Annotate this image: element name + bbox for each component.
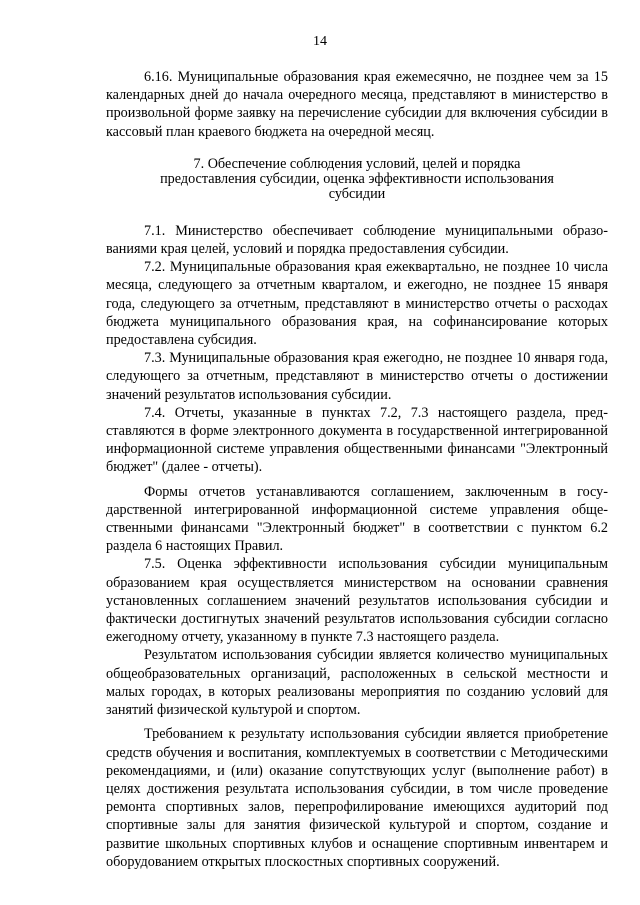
paragraph-report-forms: Формы отчетов устанавливаются соглашением, заключенным в государственной интегрированной информационной системе управления общественными финансами "Электронный бюджет" в соответствии с пунктом 6.2 раздела 6 настоящих Правил. <box>106 483 608 555</box>
paragraph-7-1: 7.1. Министерство обеспечивает соблюдение муниципальными образованиями края целей, условий и порядка предоставления субсидии. <box>106 222 608 258</box>
paragraph-requirement: Требованием к результату использования субсидии является приобретение средств обучения и воспитания, комплектуемых в соответствии с Методическими рекомендациями, и (или) оказание сопутствующих услуг (выполнение работ) в целях достижения результата использования субсидии, в том числе проведение ремонта спортивных залов, перепрофилирование имеющихся аудиторий под спортивные залы для занятия физической культурой и спортом, создание и развитие школьных спортивных клубов и оснащение спортивным инвентарем и оборудованием открытых плоскостных спортивных сооружений. <box>106 726 608 870</box>
paragraph-7-4: 7.4. Отчеты, указанные в пунктах 7.2, 7.3 настоящего раздела, представляются в форме электронного документа в государственной интегрированной информационной системе управления общественными финансами "Электронный бюджет" (далее - отчеты). <box>106 404 608 476</box>
section-heading-line: предоставления субсидии, оценка эффективности использования <box>160 170 554 187</box>
paragraph-7-2: 7.2. Муниципальные образования края ежеквартально, не позднее 10 числа месяца, следующего за отчетным кварталом, и ежегодно, не позднее 15 января года, следующего за отчетным, представляют в министерство отчеты о расходах бюджета муниципального образования края, на софинансирование которых предоставлена субсидия. <box>106 259 608 349</box>
section-heading-line: 7. Обеспечение соблюдения условий, целей и порядка <box>193 155 521 172</box>
paragraph-6-16: 6.16. Муниципальные образования края ежемесячно, не позднее чем за 15 календарных дней до начала очередного месяца, представляют в министерство в произвольной форме заявку на перечисление субсидии для включения субсидии в кассовый план краевого бюджета на очередной месяц. <box>106 69 608 140</box>
section-7-heading <box>106 157 608 202</box>
page-number: 14 <box>313 34 327 49</box>
paragraph-7-5: 7.5. Оценка эффективности использования субсидии муниципальным образованием края осуществляется министерством на основании сравнения установленных соглашением значений результатов использования субсидии и фактически достигнутых значений результатов использования субсидии согласно ежегодному отчету, указанному в пункте 7.3 настоящего раздела. <box>106 556 608 646</box>
paragraph-result: Результатом использования субсидии является количество муниципальных общеобразовательных организаций, расположенных в сельской местности и малых городах, в которых реализованы мероприятия по созданию условий для занятий физической культурой и спортом. <box>106 647 608 719</box>
document-body <box>106 68 608 871</box>
paragraph-7-3: 7.3. Муниципальные образования края ежегодно, не позднее 10 января года, следующего за отчетным, представляют в министерство отчеты о достижении значений результатов использования субсидии. <box>106 350 608 403</box>
section-heading-line: субсидии <box>328 185 386 202</box>
